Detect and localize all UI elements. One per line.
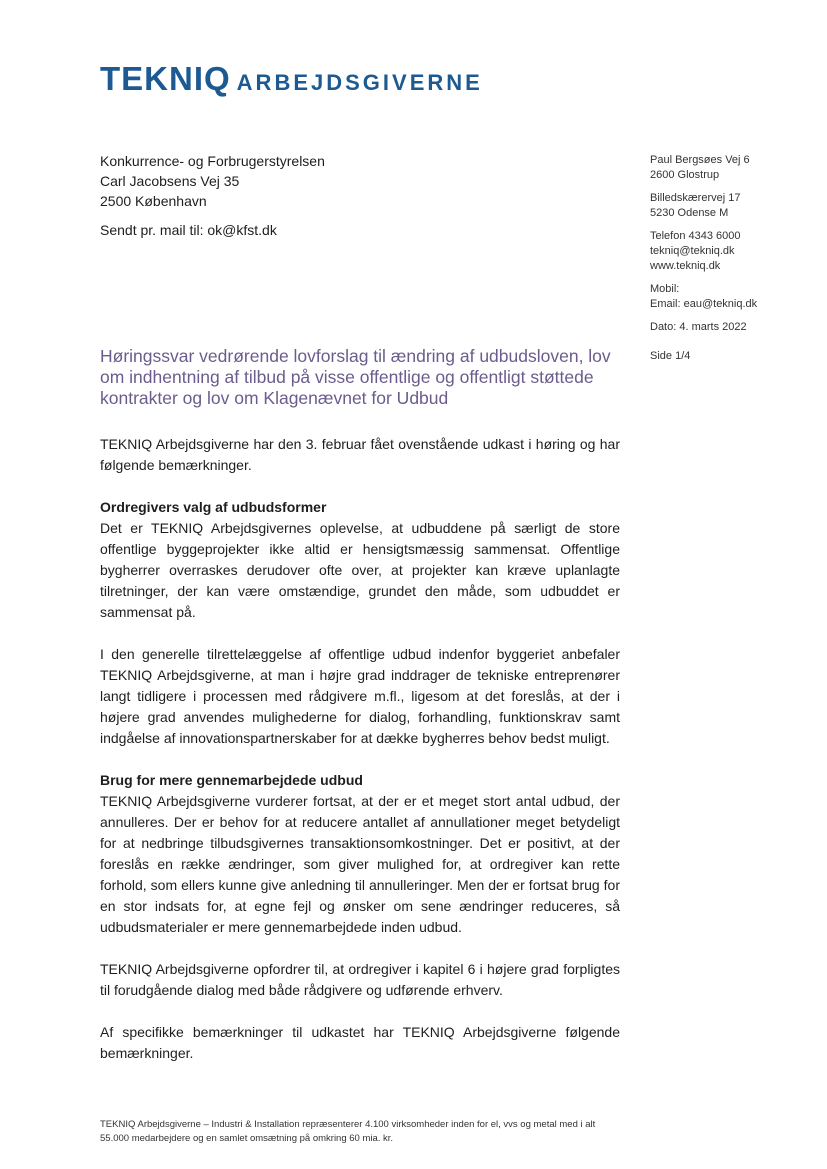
intro-paragraph: TEKNIQ Arbejdsgiverne har den 3. februar fået ovenstående udkast i høring og har følgende bemærkninger. <box>100 436 620 473</box>
section-heading: Brug for mere gennemarbejdede udbud <box>100 772 363 788</box>
date: Dato: 4. marts 2022 <box>650 321 747 333</box>
address2-city: 5230 Odense M <box>650 207 729 219</box>
section-udbudsformer <box>100 497 620 749</box>
phone: Telefon 4343 6000 <box>650 230 741 242</box>
paragraph: Af specifikke bemærkninger til udkastet har TEKNIQ Arbejdsgiverne følgende bemærkninger. <box>100 1024 620 1061</box>
company-email: tekniq@tekniq.dk <box>650 245 735 257</box>
address1-street: Paul Bergsøes Vej 6 <box>650 154 750 166</box>
recipient-street: Carl Jacobsens Vej 35 <box>100 173 240 189</box>
document-title: Høringssvar vedrørende lovforslag til ændring af udbudsloven, lov om indhentning af tilbud på visse offentlige og offentligt støttede kontrakter og lov om Klagenævnet for Udbud <box>100 346 611 408</box>
recipient-city: 2500 København <box>100 193 207 209</box>
paragraph: TEKNIQ Arbejdsgiverne vurderer fortsat, at der er et meget stort antal udbud, der annulleres. Der er behov for at reducere antallet af annullationer meget betydeligt for at nedbringe tilbudsgivernes transaktionsomkostninger. Det er positivt, at der foreslås en række ændringer, som giver mulighed for, at ordregiver kan rette forhold, som ellers kunne give anledning til annulleringer. Men der er fortsat brug for en stor indsats for, at egne fejl og ønsker om sene ændringer reduceres, så udbudsmaterialer er mere gennemarbejdede inden udbud. <box>100 793 620 935</box>
recipient-name: Konkurrence- og Forbrugerstyrelsen <box>100 153 325 169</box>
document-body <box>100 434 620 1085</box>
sender-info <box>650 153 757 372</box>
mobile: Mobil: <box>650 283 680 295</box>
paragraph: Det er TEKNIQ Arbejdsgivernes oplevelse, at udbuddene på særligt de store offentlige byggeprojekter ikke altid er hensigtsmæssig sammensat. Offentlige bygherrer overraskes derudover ofte over, at projekter kan kræve uplanlagte tilretninger, der kan være omstændige, grundet den måde, som udbuddet er sammensat på. <box>100 520 620 620</box>
page-number: Side 1/4 <box>650 350 691 362</box>
address1-city: 2600 Glostrup <box>650 169 720 181</box>
recipient-address <box>100 151 325 211</box>
section-heading: Ordregivers valg af udbudsformer <box>100 499 327 515</box>
sent-by-mail: Sendt pr. mail til: ok@kfst.dk <box>100 222 277 238</box>
paragraph: TEKNIQ Arbejdsgiverne opfordrer til, at ordregiver i kapitel 6 i højere grad forpligtes til forudgående dialog med både rådgivere og udførende erhverv. <box>100 961 620 998</box>
logo-sub: ARBEJDSGIVERNE <box>236 70 483 95</box>
paragraph: I den generelle tilrettelæggelse af offentlige udbud indenfor byggeriet anbefaler TEKNIQ Arbejdsgiverne, at man i højre grad inddrager de tekniske entreprenører langt tidligere i processen med rådgivere m.fl., ligesom at det foreslås, at der i højere grad anvendes mulighederne for dialog, forhandling, funktionskrav samt indgåelse af innovationspartnerskaber for at dække bygherres behov bedst muligt. <box>100 646 620 746</box>
address2-street: Billedskærervej 17 <box>650 192 741 204</box>
company-logo <box>100 60 483 98</box>
website: www.tekniq.dk <box>650 260 721 272</box>
section-gennemarbejdede-udbud <box>100 770 620 1064</box>
logo-main: TEKNIQ <box>100 60 231 97</box>
personal-email: Email: eau@tekniq.dk <box>650 298 758 310</box>
footer-note: TEKNIQ Arbejdsgiverne – Industri & Installation repræsenterer 4.100 virksomheder inden for el, vvs og metal med i alt 55.000 medarbejdere og en samlet omsætning på omkring 60 mia. kr. <box>100 1119 596 1144</box>
